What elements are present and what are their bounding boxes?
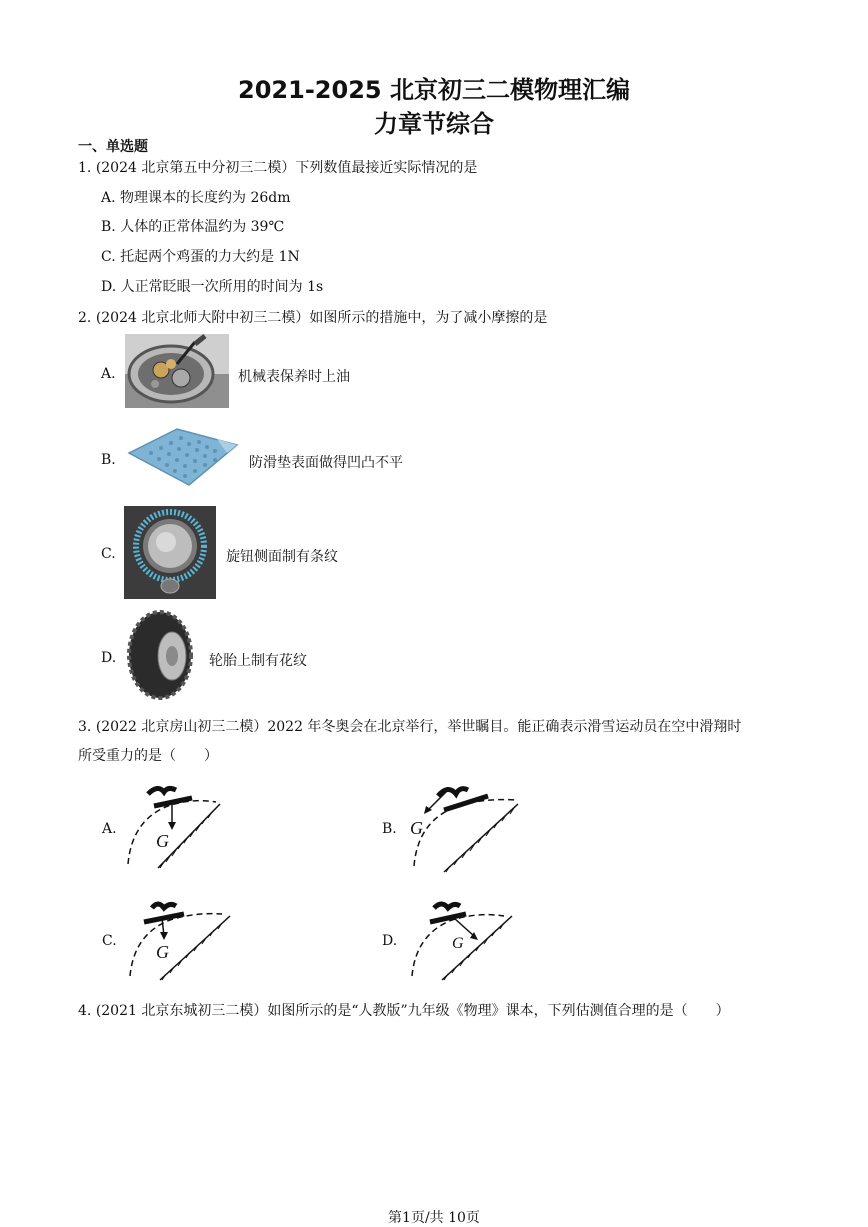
question-1 bbox=[78, 157, 477, 177]
question-3-line2: 所受重力的是（ ） bbox=[78, 748, 218, 764]
force-label: G bbox=[156, 942, 169, 962]
document-subtitle: 力章节综合 bbox=[374, 110, 494, 138]
q3-option-a-letter: A. bbox=[102, 821, 117, 837]
question-stem: (2021 北京东城初三二模）如图所示的是“人教版”九年级《物理》课本，下列估测值合理的是（ ） bbox=[95, 1003, 730, 1019]
question-stem-line1: (2022 北京房山初三二模）2022 年冬奥会在北京举行，举世瞩目。能正确表示滑雪运动员在空中滑翔时 bbox=[95, 719, 742, 735]
q1-option-c: C. 托起两个鸡蛋的力大约是 1N bbox=[101, 249, 300, 265]
anti-slip-mat-photo bbox=[125, 423, 239, 493]
q3-figure-b bbox=[404, 776, 526, 876]
q2-option-d-letter: D. bbox=[101, 650, 117, 666]
question-3 bbox=[78, 716, 741, 736]
q3-option-d-letter: D. bbox=[382, 933, 398, 949]
q3-option-c-letter: C. bbox=[102, 933, 117, 949]
watch-oiling-photo bbox=[125, 334, 229, 408]
q1-option-a: A. 物理课本的长度约为 26dm bbox=[101, 190, 291, 206]
q3-figure-c bbox=[118, 896, 234, 984]
q2-option-a-letter: A. bbox=[101, 366, 116, 382]
question-stem: (2024 北京第五中分初三二模）下列数值最接近实际情况的是 bbox=[95, 160, 478, 176]
q2-option-a-text: 机械表保养时上油 bbox=[238, 369, 350, 385]
page-number: 第1页/共 10页 bbox=[388, 1210, 480, 1226]
q3-figure-d bbox=[404, 898, 518, 984]
q2-option-b-letter: B. bbox=[101, 452, 116, 468]
question-number: 2. bbox=[78, 310, 92, 326]
question-number: 1. bbox=[78, 160, 92, 176]
force-label: G bbox=[410, 818, 423, 838]
q2-option-c-text: 旋钮侧面制有条纹 bbox=[226, 549, 338, 565]
document-title: 2021-2025 北京初三二模物理汇编 bbox=[238, 76, 630, 104]
knob-photo bbox=[124, 506, 216, 599]
q3-figure-a bbox=[118, 780, 230, 872]
force-label: G bbox=[156, 831, 169, 851]
section-heading: 一、单选题 bbox=[78, 139, 148, 155]
q3-option-b-letter: B. bbox=[382, 821, 397, 837]
q1-option-d: D. 人正常眨眼一次所用的时间为 1s bbox=[101, 279, 324, 295]
q2-option-b-text: 防滑垫表面做得凹凸不平 bbox=[249, 455, 403, 471]
tire-photo bbox=[126, 610, 194, 700]
force-label: G bbox=[452, 935, 464, 952]
question-number: 3. bbox=[78, 719, 92, 735]
question-4 bbox=[78, 1000, 730, 1020]
question-number: 4. bbox=[78, 1003, 92, 1019]
q2-option-c-letter: C. bbox=[101, 546, 116, 562]
q2-option-d-text: 轮胎上制有花纹 bbox=[209, 653, 307, 669]
question-stem: (2024 北京北师大附中初三二模）如图所示的措施中，为了减小摩擦的是 bbox=[95, 310, 548, 326]
question-2 bbox=[78, 307, 547, 327]
q1-option-b: B. 人体的正常体温约为 39℃ bbox=[101, 219, 285, 235]
